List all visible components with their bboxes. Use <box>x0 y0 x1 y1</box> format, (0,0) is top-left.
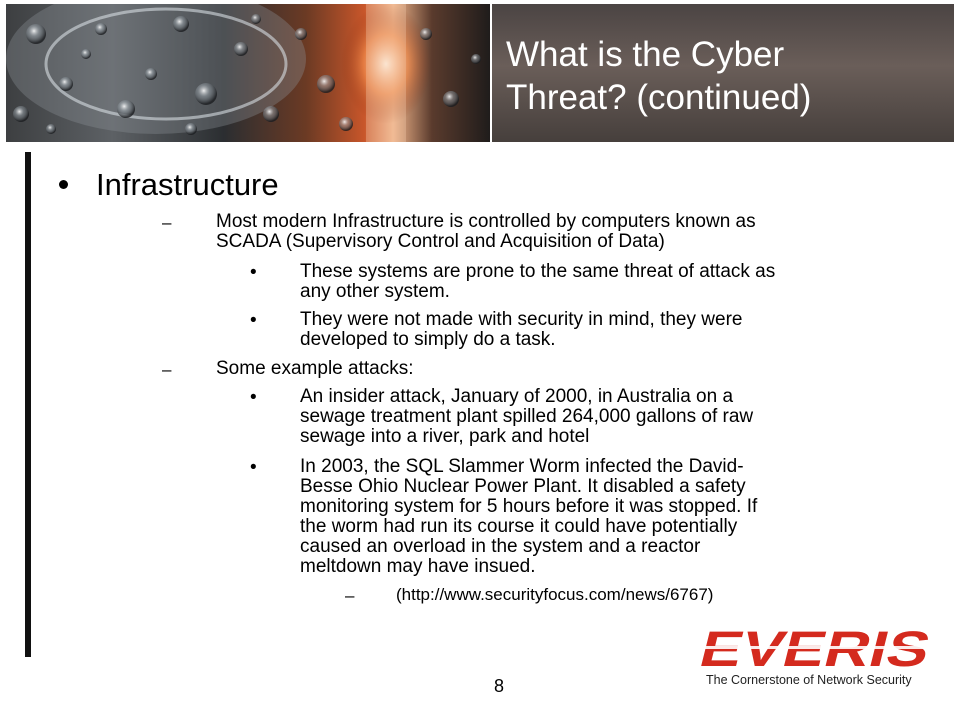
bullet-icon: • <box>250 457 257 478</box>
left-accent-bar <box>25 152 31 657</box>
logo-brand-text: EVERIS <box>694 622 892 674</box>
dash-icon: – <box>345 586 355 605</box>
everis-wordmark-icon <box>694 622 944 674</box>
water-droplets-image <box>6 4 490 142</box>
sub4-line2: Besse Ohio Nuclear Power Plant. It disabled a safety <box>300 476 746 497</box>
source-link[interactable]: (http://www.securityfocus.com/news/6767) <box>396 585 714 604</box>
header-photo <box>6 4 490 142</box>
sub4-line1: In 2003, the SQL Slammer Worm infected the David- <box>300 456 744 477</box>
slide-title-line1: What is the Cyber <box>506 35 785 74</box>
bullet-icon: • <box>250 387 257 408</box>
sub4-line4: the worm had run its course it could have potentially <box>300 516 738 537</box>
logo-tagline: The Cornerstone of Network Security <box>706 673 912 687</box>
dash-icon: – <box>162 360 172 379</box>
heading-infrastructure: Infrastructure <box>96 167 279 202</box>
sub2-line2: developed to simply do a task. <box>300 329 556 350</box>
sub3-line2: sewage treatment plant spilled 264,000 gallons of raw <box>300 406 754 427</box>
sub1-line1: These systems are prone to the same threat of attack as <box>300 261 776 282</box>
sub2-line1: They were not made with security in mind, they were <box>300 309 743 330</box>
sub3-line3: sewage into a river, park and hotel <box>300 426 590 447</box>
sub4-line3: monitoring system for 5 hours before it was stopped. If <box>300 496 758 517</box>
level1-bullet-icon <box>59 180 68 189</box>
slide-title <box>506 33 946 119</box>
sub3-line1: An insider attack, January of 2000, in Australia on a <box>300 386 734 407</box>
sub1-line2: any other system. <box>300 281 450 302</box>
point1-line2: SCADA (Supervisory Control and Acquisition of Data) <box>216 231 665 252</box>
slide-header <box>0 0 960 148</box>
dash-icon: – <box>162 213 172 232</box>
point1-line1: Most modern Infrastructure is controlled by computers known as <box>216 211 756 232</box>
bullet-icon: • <box>250 262 257 283</box>
page-number: 8 <box>494 676 505 696</box>
sub4-line5: caused an overload in the system and a reactor <box>300 536 701 557</box>
sub4-line6: meltdown may have insued. <box>300 556 536 577</box>
bullet-icon: • <box>250 310 257 331</box>
point2-line: Some example attacks: <box>216 358 414 379</box>
slide-title-line2: Threat? (continued) <box>506 78 812 117</box>
